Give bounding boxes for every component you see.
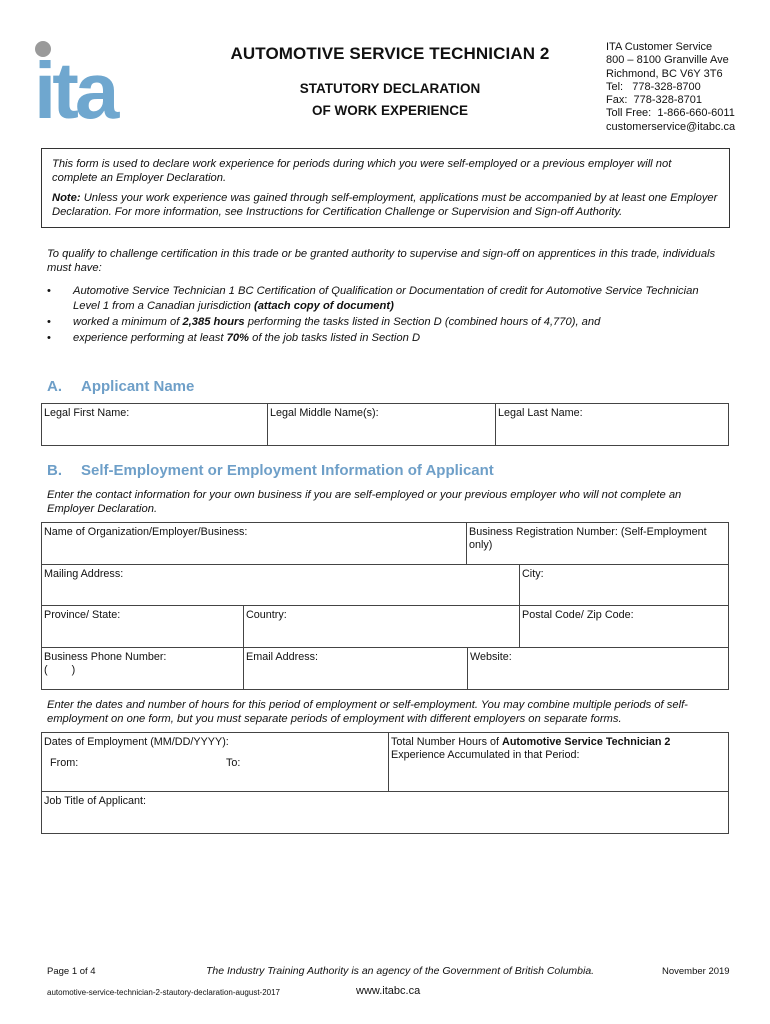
- city-field[interactable]: City:: [522, 568, 544, 580]
- section-a-heading: [47, 378, 194, 395]
- contact-line: Tel: 778-328-8700: [606, 80, 701, 93]
- intro-box: [41, 148, 730, 228]
- qualify-text: To qualify to challenge certification in this trade or be granted authority to supervise and sign-off on apprentices in this trade, individuals must have:: [47, 248, 716, 274]
- intro-note: [52, 191, 719, 219]
- website-field[interactable]: Website:: [470, 651, 512, 663]
- requirement-text: performing the tasks listed in Section D (combined hours of 4,770), and: [244, 315, 601, 328]
- requirement-text: worked a minimum of: [73, 315, 183, 328]
- subtitle-line-2: OF WORK EXPERIENCE: [311, 103, 468, 118]
- section-b-title: Self-Employment or Employment Information of Applicant: [81, 462, 494, 479]
- agency-statement: The Industry Training Authority is an agency of the Government of British Columbia.: [206, 965, 595, 977]
- requirement-bold: 70%: [226, 331, 250, 344]
- contact-line: Toll Free: 1-866-660-6011: [606, 107, 735, 120]
- requirement-item: [47, 331, 727, 346]
- revision-date: November 2019: [662, 966, 730, 977]
- phone-area-code: ( ): [44, 664, 76, 676]
- requirement-text: of the job tasks listed in Section D: [249, 331, 421, 344]
- file-name: automotive-service-technician-2-stautory-declaration-august-2017: [47, 988, 281, 997]
- contact-email[interactable]: customerservice@itabc.ca: [606, 120, 736, 133]
- total-hours-field[interactable]: [389, 733, 728, 791]
- middle-name-field[interactable]: Legal Middle Name(s):: [270, 407, 379, 419]
- contact-line: Fax: 778-328-8701: [606, 94, 703, 107]
- intro-paragraph: This form is used to declare work experience for periods during which you were self-employed or a previous employer will not complete an Employer Declaration.: [52, 158, 672, 184]
- hours-label-post: Experience Accumulated in that Period:: [391, 749, 580, 761]
- title-block: [200, 44, 580, 122]
- province-field[interactable]: Province/ State:: [44, 609, 121, 621]
- to-label: To:: [226, 757, 241, 769]
- contact-line: 800 – 8100 Granville Ave: [606, 54, 729, 67]
- business-phone-field[interactable]: [42, 648, 243, 689]
- section-b-heading: [47, 462, 494, 479]
- section-a-letter: A.: [47, 378, 62, 395]
- requirement-text: Automotive Service Technician 1 BC Certification of Qualification or Documentation of credit for Automotive Service Technician Level 1 from a Canadian jurisdiction: [73, 285, 699, 312]
- logo-text: ita: [34, 46, 116, 122]
- employer-info-table: [41, 522, 729, 690]
- mailing-address-field[interactable]: Mailing Address:: [44, 568, 124, 580]
- requirement-bold: 2,385 hours: [182, 315, 245, 328]
- requirement-text: experience performing at least: [73, 331, 227, 344]
- contact-line: ITA Customer Service: [606, 41, 713, 53]
- dates-label: Dates of Employment (MM/DD/YYYY):: [44, 736, 229, 748]
- first-name-field[interactable]: Legal First Name:: [44, 407, 130, 419]
- employment-dates-table: [41, 732, 729, 834]
- phone-label: Business Phone Number:: [44, 651, 167, 663]
- page-title: AUTOMOTIVE SERVICE TECHNICIAN 2: [230, 44, 550, 63]
- country-field[interactable]: Country:: [246, 609, 287, 621]
- section-b-letter: B.: [47, 462, 62, 479]
- contact-info: [606, 41, 735, 134]
- applicant-name-table: [41, 403, 729, 446]
- from-label: From:: [50, 757, 79, 769]
- page-number: Page 1 of 4: [47, 966, 96, 977]
- note-text: Unless your work experience was gained through self-employment, applications must be accompanied by at least one Employer Declaration. For more information, see Instructions for Certification Challenge or Supervision and Sign-off Authority.: [52, 192, 718, 218]
- requirement-item: [47, 284, 727, 313]
- page-subtitle: [200, 78, 580, 122]
- job-title-field[interactable]: Job Title of Applicant:: [44, 795, 147, 807]
- organization-name-field[interactable]: Name of Organization/Employer/Business:: [44, 526, 248, 538]
- business-registration-field[interactable]: Business Registration Number: (Self-Employment only): [469, 526, 707, 551]
- website-link[interactable]: www.itabc.ca: [356, 985, 421, 997]
- last-name-field[interactable]: Legal Last Name:: [498, 407, 583, 419]
- subtitle-line-1: STATUTORY DECLARATION: [299, 81, 481, 96]
- email-field[interactable]: Email Address:: [246, 651, 319, 663]
- note-label: Note:: [52, 192, 81, 204]
- hours-label-pre: Total Number Hours of: [391, 736, 503, 748]
- requirement-bold: (attach copy of document): [253, 299, 394, 312]
- requirements-list: [47, 284, 727, 347]
- postal-code-field[interactable]: Postal Code/ Zip Code:: [522, 609, 634, 621]
- hours-label-trade: Automotive Service Technician 2: [502, 736, 671, 748]
- dates-of-employment-field[interactable]: [42, 733, 388, 791]
- section-a-title: Applicant Name: [81, 378, 195, 395]
- contact-line: Richmond, BC V6Y 3T6: [606, 67, 723, 80]
- requirement-item: [47, 315, 727, 330]
- dates-instruction: Enter the dates and number of hours for this period of employment or self-employment. You may combine multiple periods of self-employment on one form, but you must separate periods of employment with different employers on separate forms.: [47, 699, 688, 725]
- ita-logo: [34, 40, 144, 122]
- section-b-instruction: Enter the contact information for your own business if you are self-employed or your previous employer who will not complete an Employer Declaration.: [47, 489, 682, 515]
